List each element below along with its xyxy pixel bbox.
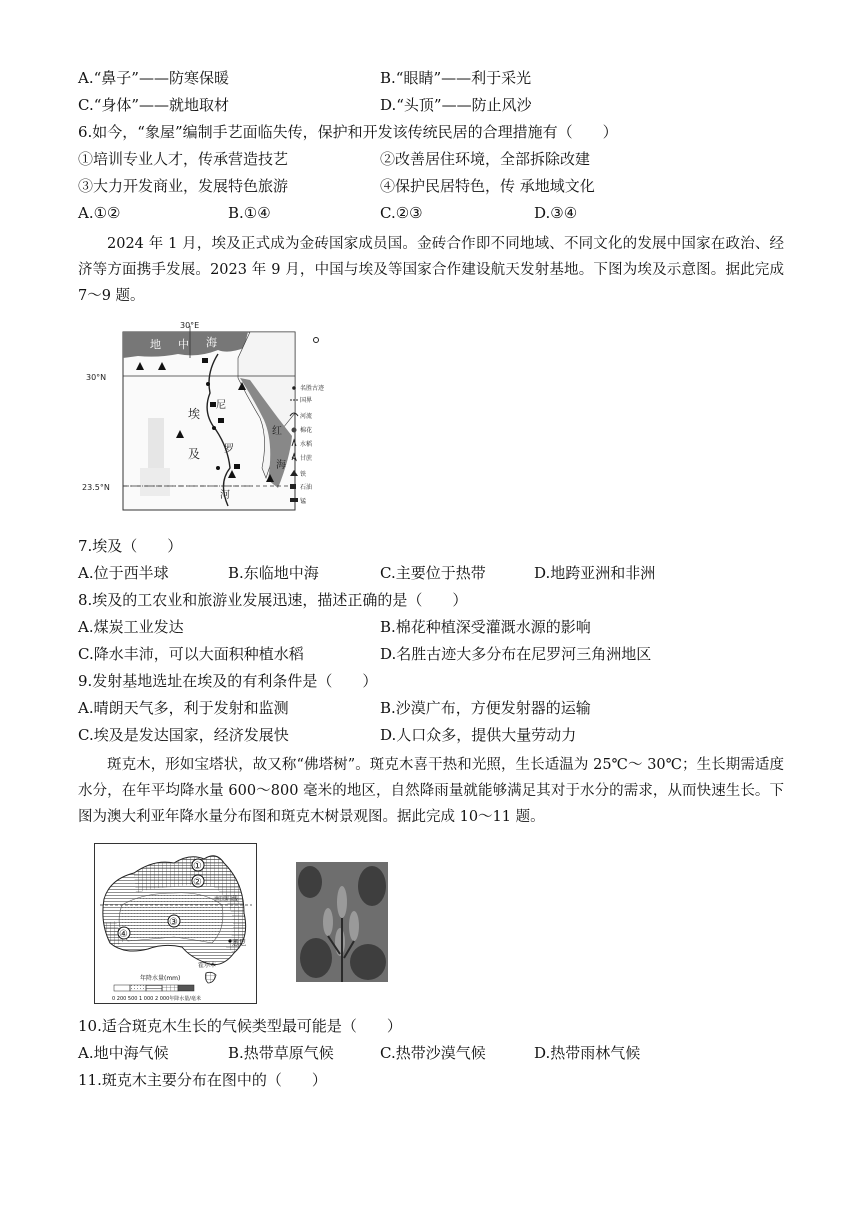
q9-option-a: A.晴朗天气多，利于发射和监测 [78, 699, 289, 717]
australia-rainfall-map [94, 843, 258, 1005]
q6-statement-3: ③大力开发商业，发展特色旅游 [78, 177, 289, 195]
q8-option-a: A.煤炭工业发达 [78, 618, 184, 636]
legend-sugarcane: 甘蔗 [300, 455, 313, 462]
q6-stem: 6.如今，“象屋”编制手艺面临失传，保护和开发该传统民居的合理措施有（ ） [78, 123, 618, 141]
lat-label-23: 23.5°N [82, 483, 110, 492]
sea-char-2: 中 [178, 338, 189, 351]
q6-option-b: B.①④ [228, 204, 271, 222]
zone-2: ② [193, 877, 202, 888]
q7-option-a: A.位于西半球 [78, 564, 169, 582]
q8-stem: 8.埃及的工农业和旅游业发展迅速，描述正确的是（ ） [78, 591, 468, 609]
legend-manganese: 锰 [300, 498, 307, 505]
country-char-2: 及 [188, 447, 201, 461]
q8-option-b: B.棉花种植深受灌溉水源的影响 [380, 618, 591, 636]
q5-option-a: A.“鼻子”——防寒保暖 [78, 69, 229, 87]
q6-option-c: C.②③ [380, 204, 423, 222]
q5-option-d: D.“头顶”——防止风沙 [380, 96, 532, 114]
q5-option-c: C.“身体”——就地取材 [78, 96, 230, 114]
rainfall-legend-ticks: 0 200 500 1 000 2 000年降水量/毫米 [112, 996, 201, 1002]
q10-option-c: C.热带沙漠气候 [380, 1044, 486, 1062]
legend-rice: 水稻 [300, 441, 313, 448]
passage-banksia: 斑克木，形如宝塔状，故又称“佛塔树”。斑克木喜干热和光照，生长适温为 25℃～ 30℃；生长期需适度水分，在年平均降水量 600～800 毫米的地区，自然降雨量就能够满足其对于水分的需求，从而快速生长。下图为澳大利亚年降水量分布图和斑克木树景观图。据此完成 10～11 题。 [78, 757, 784, 825]
q6-statement-4: ④保护民居特色，传 承地域文化 [380, 177, 595, 195]
sydney-label: 悉尼 [232, 939, 246, 947]
country-char-1: 埃 [188, 407, 201, 421]
q10-option-b: B.热带草原气候 [228, 1044, 334, 1062]
q9-option-b: B.沙漠广布，方便发射器的运输 [380, 699, 591, 717]
q6-statement-1: ①培训专业人才，传承营造技艺 [78, 150, 289, 168]
tropic-label: 南回归线 [214, 896, 239, 903]
rainfall-legend-title: 年降水量(mm) [140, 975, 181, 982]
q6-option-a: A.①② [78, 204, 121, 222]
q9-option-c: C.埃及是发达国家，经济发展快 [78, 726, 289, 744]
q9-option-d: D.人口众多，提供大量劳动力 [380, 726, 577, 744]
legend-border: 国界 [300, 397, 313, 404]
zone-4: ④ [119, 929, 128, 940]
q6-statement-2: ②改善居住环境，全部拆除改建 [380, 150, 591, 168]
passage-egypt: 2024 年 1 月，埃及正式成为金砖国家成员国。金砖合作即不同地域、不同文化的发展中国家在政治、经济等方面携手发展。2023 年 9 月，中国与埃及等国家合作建设航天发射基地。下图为埃及示意图。据此完成 7～9 题。 [78, 236, 784, 304]
legend-oil: 石油 [300, 484, 313, 491]
q7-option-c: C.主要位于热带 [380, 564, 486, 582]
redsea-char-1: 红 [272, 426, 282, 437]
river-char-3: 河 [220, 490, 230, 501]
zone-1: ① [193, 861, 202, 872]
legend-iron: 铁 [300, 471, 307, 478]
zone-3: ③ [169, 917, 178, 928]
q7-stem: 7.埃及（ ） [78, 537, 183, 555]
q8-option-d: D.名胜古迹大多分布在尼罗河三角洲地区 [380, 645, 652, 663]
lon-label: 30°E [180, 321, 200, 330]
q11-stem: 11.斑克木主要分布在图中的（ ） [78, 1071, 327, 1089]
banksia-photo [296, 862, 388, 982]
q10-option-a: A.地中海气候 [78, 1044, 169, 1062]
redsea-char-2: 海 [276, 460, 286, 471]
hobart-label: 霍尔本 [198, 962, 217, 969]
q10-stem: 10.适合斑克木生长的气候类型最可能是（ ） [78, 1017, 402, 1035]
q7-option-b: B.东临地中海 [228, 564, 319, 582]
sea-char-1: 地 [150, 338, 161, 351]
egypt-map [78, 318, 338, 518]
q5-option-b: B.“眼睛”——利于采光 [380, 69, 532, 87]
q6-option-d: D.③④ [534, 204, 578, 222]
legend-cotton: 棉花 [300, 427, 313, 434]
lat-label-30: 30°N [86, 373, 107, 382]
q9-stem: 9.发射基地选址在埃及的有利条件是（ ） [78, 672, 378, 690]
river-char-1: 尼 [216, 400, 226, 411]
q7-option-d: D.地跨亚洲和非洲 [534, 564, 656, 582]
q10-option-d: D.热带雨林气候 [534, 1044, 641, 1062]
legend-sites: 名胜古迹 [300, 385, 325, 392]
sea-char-3: 海 [206, 336, 217, 349]
river-char-2: 罗 [224, 444, 234, 455]
legend-river: 河流 [300, 413, 313, 420]
q8-option-c: C.降水丰沛，可以大面积种植水稻 [78, 645, 304, 663]
